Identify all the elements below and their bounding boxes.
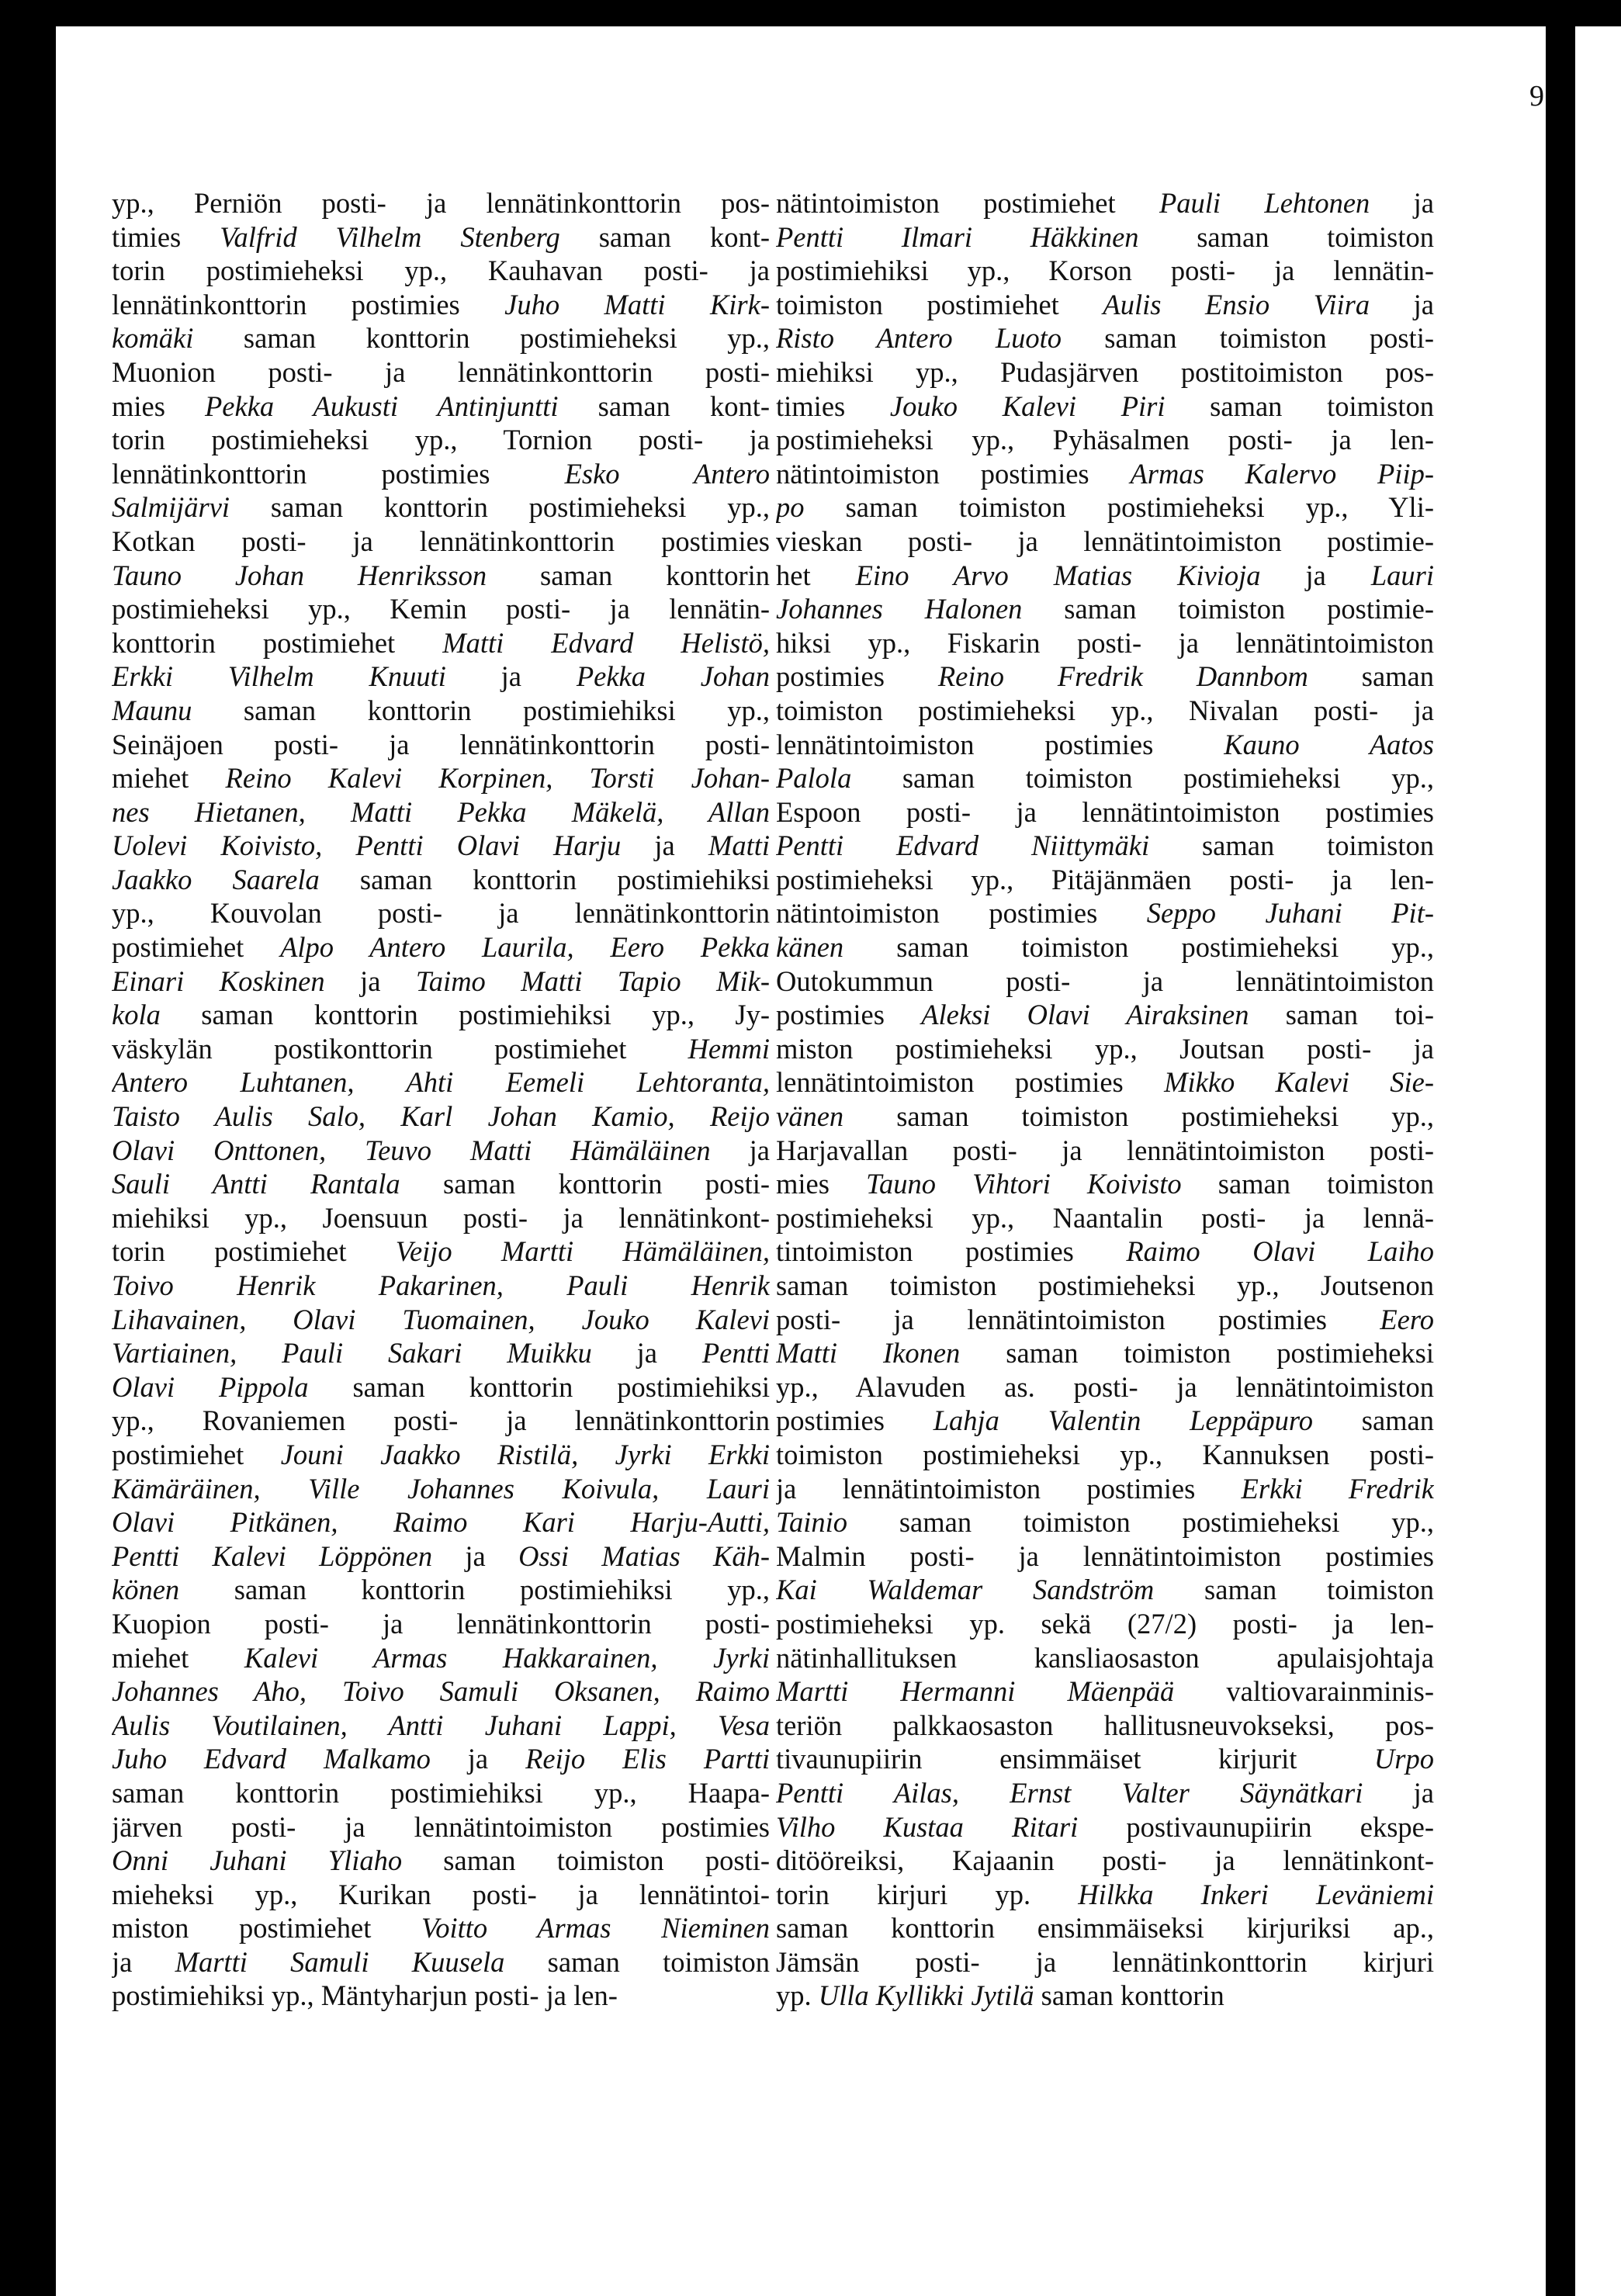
right-column bbox=[776, 186, 1434, 2266]
text-line: Olavi Onttonen, Teuvo Matti Hämäläinen ja bbox=[112, 1134, 770, 1166]
text-line: Antero Luhtanen, Ahti Eemeli Lehtoranta, bbox=[112, 1066, 770, 1099]
text-line: timies Valfrid Vilhelm Stenberg saman kont- bbox=[112, 220, 770, 253]
text-line: torin postimieheksi yp., Kauhavan posti- ja bbox=[112, 255, 770, 287]
text-line: Kai Waldemar Sandström saman toimiston bbox=[776, 1574, 1434, 1606]
text-line: Seinäjoen posti- ja lennätinkonttorin posti- bbox=[112, 728, 770, 760]
text-line: Vartiainen, Pauli Sakari Muikku ja Pentti bbox=[112, 1337, 770, 1370]
text-line: nätinhallituksen kansliaosaston apulaisjohtaja bbox=[776, 1641, 1434, 1674]
text-line: mieheksi yp., Kurikan posti- ja lennätintoi- bbox=[112, 1878, 770, 1910]
text-line: postimies Aleksi Olavi Airaksinen saman toi- bbox=[776, 999, 1434, 1031]
text-line: het Eino Arvo Matias Kivioja ja Lauri bbox=[776, 559, 1434, 591]
text-line: yp., Kouvolan posti- ja lennätinkonttorin bbox=[112, 897, 770, 930]
text-line: Olavi Pitkänen, Raimo Kari Harju-Autti, bbox=[112, 1506, 770, 1539]
text-line: timies Jouko Kalevi Piri saman toimiston bbox=[776, 390, 1434, 422]
text-line: postimiehiksi yp., Mäntyharjun posti- ja len- bbox=[112, 1979, 618, 2012]
text-line: tintoimiston postimies Raimo Olavi Laiho bbox=[776, 1235, 1434, 1268]
text-line: könen saman konttorin postimiehiksi yp., bbox=[112, 1574, 770, 1606]
text-line: miehet Reino Kalevi Korpinen, Torsti Johan- bbox=[112, 762, 770, 795]
text-line: postimieheksi yp., Kemin posti- ja lennätin- bbox=[112, 593, 770, 625]
text-line: Jaakko Saarela saman konttorin postimiehiksi bbox=[112, 863, 770, 895]
text-line: Vilho Kustaa Ritari postivaunupiirin ekspe- bbox=[776, 1810, 1434, 1843]
text-line: Tauno Johan Henriksson saman konttorin bbox=[112, 559, 770, 591]
text-line: postimiehet Jouni Jaakko Ristilä, Jyrki Erkki bbox=[112, 1438, 770, 1470]
text-line: Risto Antero Luoto saman toimiston posti- bbox=[776, 322, 1434, 355]
text-line: miehiksi yp., Joensuun posti- ja lennätinkont- bbox=[112, 1201, 770, 1234]
text-line: postimieheksi yp. sekä (27/2) posti- ja len- bbox=[776, 1607, 1434, 1640]
text-line: postimies Reino Fredrik Dannbom saman bbox=[776, 660, 1434, 693]
text-line: Matti Ikonen saman toimiston postimieheksi bbox=[776, 1337, 1434, 1370]
text-line: toimiston postimieheksi yp., Kannuksen posti- bbox=[776, 1438, 1434, 1470]
text-line: lennätinkonttorin postimies Esko Antero bbox=[112, 457, 770, 490]
text-line: Pentti Edvard Niittymäki saman toimiston bbox=[776, 829, 1434, 862]
text-line: Maunu saman konttorin postimiehiksi yp., bbox=[112, 694, 770, 726]
text-line: Pentti Ailas, Ernst Valter Säynätkari ja bbox=[776, 1776, 1434, 1809]
text-line: konttorin postimiehet Matti Edvard Helistö, bbox=[112, 626, 770, 659]
text-line: ja lennätintoimiston postimies Erkki Fredrik bbox=[776, 1472, 1434, 1505]
text-line: postimieheksi yp., Pitäjänmäen posti- ja len- bbox=[776, 863, 1434, 895]
text-line: Pentti Kalevi Löppönen ja Ossi Matias Käh- bbox=[112, 1539, 770, 1572]
text-line: Erkki Vilhelm Knuuti ja Pekka Johan bbox=[112, 660, 770, 693]
text-line: mies Pekka Aukusti Antinjuntti saman kont- bbox=[112, 390, 770, 422]
text-line: Palola saman toimiston postimieheksi yp., bbox=[776, 762, 1434, 795]
scan-edge bbox=[1575, 26, 1621, 2296]
text-line: Malmin posti- ja lennätintoimiston postimies bbox=[776, 1539, 1434, 1572]
text-line: mies Tauno Vihtori Koivisto saman toimiston bbox=[776, 1168, 1434, 1200]
text-line: postimieheksi yp., Naantalin posti- ja lennä- bbox=[776, 1201, 1434, 1234]
text-line: lennätintoimiston postimies Mikko Kalevi Sie- bbox=[776, 1066, 1434, 1099]
text-line: ja Martti Samuli Kuusela saman toimiston bbox=[112, 1945, 770, 1978]
text-line: miehiksi yp., Pudasjärven postitoimiston pos- bbox=[776, 355, 1434, 388]
text-line: Johannes Halonen saman toimiston postimie- bbox=[776, 593, 1434, 625]
text-line: Pentti Ilmari Häkkinen saman toimiston bbox=[776, 220, 1434, 253]
text-line: miston postimiehet Voitto Armas Nieminen bbox=[112, 1912, 770, 1945]
text-line: yp. Ulla Kyllikki Jytilä saman konttorin bbox=[776, 1979, 1224, 2012]
text-line: Martti Hermanni Mäenpää valtiovarainminis- bbox=[776, 1675, 1434, 1708]
text-line: saman toimiston postimieheksi yp., Joutsenon bbox=[776, 1269, 1434, 1301]
text-line: yp., Alavuden as. posti- ja lennätintoimiston bbox=[776, 1370, 1434, 1403]
text-line: torin postimieheksi yp., Tornion posti- ja bbox=[112, 424, 770, 456]
text-line: Juho Edvard Malkamo ja Reijo Elis Partti bbox=[112, 1743, 770, 1775]
text-line: Olavi Pippola saman konttorin postimiehiksi bbox=[112, 1370, 770, 1403]
text-line: järven posti- ja lennätintoimiston postimies bbox=[112, 1810, 770, 1843]
text-line: Einari Koskinen ja Taimo Matti Tapio Mik- bbox=[112, 964, 770, 997]
text-line: nätintoimiston postimies Armas Kalervo Piip- bbox=[776, 457, 1434, 490]
page-number: 9 bbox=[1529, 80, 1544, 113]
text-line: posti- ja lennätintoimiston postimies Eero bbox=[776, 1303, 1434, 1335]
text-line: saman konttorin postimiehiksi yp., Haapa- bbox=[112, 1776, 770, 1809]
text-line: vieskan posti- ja lennätintoimiston postimie- bbox=[776, 525, 1434, 557]
text-line: ditööreiksi, Kajaanin posti- ja lennätinkont- bbox=[776, 1844, 1434, 1877]
text-line: nes Hietanen, Matti Pekka Mäkelä, Allan bbox=[112, 795, 770, 828]
text-line: känen saman toimiston postimieheksi yp., bbox=[776, 931, 1434, 964]
text-line: Onni Juhani Yliaho saman toimiston posti- bbox=[112, 1844, 770, 1877]
text-line: Toivo Henrik Pakarinen, Pauli Henrik bbox=[112, 1269, 770, 1301]
text-line: tivaunupiirin ensimmäiset kirjurit Urpo bbox=[776, 1743, 1434, 1775]
text-line: väskylän postikonttorin postimiehet Hemmi bbox=[112, 1032, 770, 1065]
text-line: Kuopion posti- ja lennätinkonttorin posti- bbox=[112, 1607, 770, 1640]
text-line: postimieheksi yp., Pyhäsalmen posti- ja len- bbox=[776, 424, 1434, 456]
text-line: Sauli Antti Rantala saman konttorin posti- bbox=[112, 1168, 770, 1200]
text-line: Espoon posti- ja lennätintoimiston postimies bbox=[776, 795, 1434, 828]
text-line: Jämsän posti- ja lennätinkonttorin kirjuri bbox=[776, 1945, 1434, 1978]
text-line: Kämäräinen, Ville Johannes Koivula, Lauri bbox=[112, 1472, 770, 1505]
text-line: yp., Perniön posti- ja lennätinkonttorin pos- bbox=[112, 187, 770, 219]
text-line: Harjavallan posti- ja lennätintoimiston posti- bbox=[776, 1134, 1434, 1166]
text-line: vänen saman toimiston postimieheksi yp., bbox=[776, 1100, 1434, 1133]
text-line: nätintoimiston postimiehet Pauli Lehtonen ja bbox=[776, 187, 1434, 219]
text-line: postimiehet Alpo Antero Laurila, Eero Pekka bbox=[112, 931, 770, 964]
text-line: lennätintoimiston postimies Kauno Aatos bbox=[776, 728, 1434, 760]
text-line: toimiston postimiehet Aulis Ensio Viira ja bbox=[776, 288, 1434, 320]
text-line: Kotkan posti- ja lennätinkonttorin postimies bbox=[112, 525, 770, 557]
text-line: Uolevi Koivisto, Pentti Olavi Harju ja Matti bbox=[112, 829, 770, 862]
text-line: Salmijärvi saman konttorin postimieheksi yp., bbox=[112, 491, 770, 524]
text-line: torin postimiehet Veijo Martti Hämäläinen, bbox=[112, 1235, 770, 1268]
text-line: Muonion posti- ja lennätinkonttorin posti- bbox=[112, 355, 770, 388]
text-line: postimiehiksi yp., Korson posti- ja lennätin- bbox=[776, 255, 1434, 287]
text-line: Aulis Voutilainen, Antti Juhani Lappi, Vesa bbox=[112, 1709, 770, 1741]
text-line: toimiston postimieheksi yp., Nivalan posti- ja bbox=[776, 694, 1434, 726]
text-line: nätintoimiston postimies Seppo Juhani Pit- bbox=[776, 897, 1434, 930]
text-line: Tainio saman toimiston postimieheksi yp., bbox=[776, 1506, 1434, 1539]
text-line: miehet Kalevi Armas Hakkarainen, Jyrki bbox=[112, 1641, 770, 1674]
document-page bbox=[56, 26, 1546, 2296]
text-line: saman konttorin ensimmäiseksi kirjuriksi ap., bbox=[776, 1912, 1434, 1945]
text-line: Outokummun posti- ja lennätintoimiston bbox=[776, 964, 1434, 997]
text-line: Taisto Aulis Salo, Karl Johan Kamio, Reijo bbox=[112, 1100, 770, 1133]
text-line: yp., Rovaniemen posti- ja lennätinkonttorin bbox=[112, 1404, 770, 1437]
text-line: po saman toimiston postimieheksi yp., Yli- bbox=[776, 491, 1434, 524]
text-line: miston postimieheksi yp., Joutsan posti- ja bbox=[776, 1032, 1434, 1065]
text-line: Johannes Aho, Toivo Samuli Oksanen, Raimo bbox=[112, 1675, 770, 1708]
text-line: kola saman konttorin postimiehiksi yp., Jy- bbox=[112, 999, 770, 1031]
text-line: torin kirjuri yp. Hilkka Inkeri Leväniemi bbox=[776, 1878, 1434, 1910]
text-line: teriön palkkaosaston hallitusneuvokseksi, pos- bbox=[776, 1709, 1434, 1741]
text-line: hiksi yp., Fiskarin posti- ja lennätintoimiston bbox=[776, 626, 1434, 659]
text-line: komäki saman konttorin postimieheksi yp., bbox=[112, 322, 770, 355]
text-line: postimies Lahja Valentin Leppäpuro saman bbox=[776, 1404, 1434, 1437]
text-line: lennätinkonttorin postimies Juho Matti Kirk- bbox=[112, 288, 770, 320]
text-line: Lihavainen, Olavi Tuomainen, Jouko Kalevi bbox=[112, 1303, 770, 1335]
left-column bbox=[112, 186, 770, 2266]
